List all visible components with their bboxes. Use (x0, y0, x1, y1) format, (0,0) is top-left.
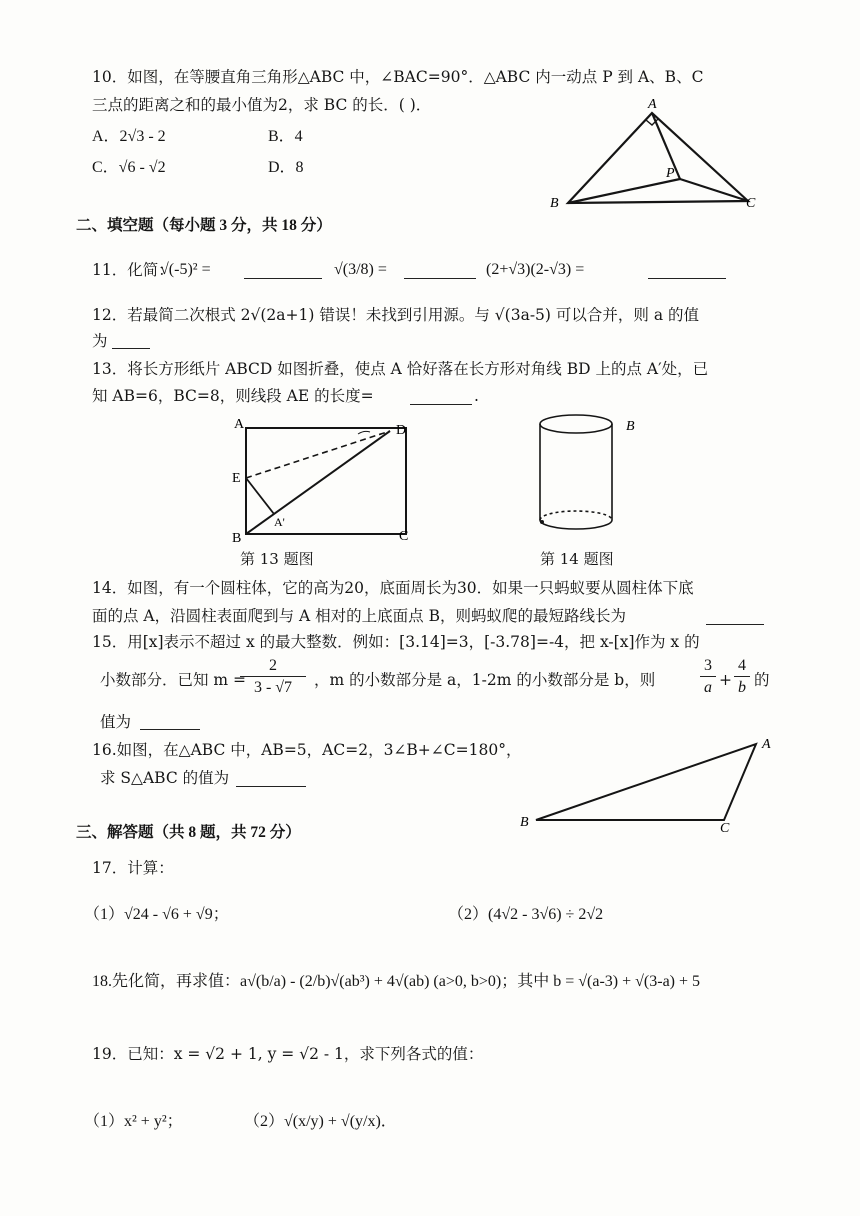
q16-line1: 16.如图，在△ABC 中，AB=5，AC=2，3∠B+∠C=180°， (92, 741, 522, 759)
q15-fraction-4b (734, 656, 750, 699)
q15-frac3-numerator: 4 (734, 656, 750, 677)
triangle-abc (536, 744, 756, 820)
fold-line-ed (246, 431, 390, 478)
q12-blank[interactable] (112, 332, 150, 349)
label-b: B (232, 531, 242, 546)
q14-line2: 面的点 A，沿圆柱表面爬到与 A 相对的上底面点 B，则蚂蚁爬的最短路线长为 (92, 607, 626, 625)
q10-triangle-figure (540, 95, 770, 215)
q14-line1: 14．如图，有一个圆柱体，它的高为20，底面周长为30．如果一只蚂蚁要从圆柱体下底 (92, 579, 694, 597)
section-fill-in-title: 二、填空题（每小题 3 分，共 18 分） (76, 217, 332, 234)
fig13-caption: 第 13 题图 (240, 550, 314, 568)
cylinder-bottom-front (540, 520, 612, 529)
label-a: A (234, 417, 245, 432)
label-b: B (520, 815, 529, 830)
q18-text: 18.先化简，再求值：a√(b/a) - (2/b)√(ab³) + 4√(ab) (a>0, b>0)；其中 b = √(a-3) + √(3-a) + 5 (92, 973, 701, 990)
q15-frac3-denominator: b (738, 679, 746, 696)
label-b: B (626, 419, 635, 434)
cylinder-bottom-back (540, 511, 612, 520)
q13-line1: 13．将长方形纸片 ABCD 如图折叠，使点 A 恰好落在长方形对角线 BD 上的点 A′处，已 (92, 360, 709, 378)
q13-blank[interactable] (410, 388, 472, 405)
fig14-cylinder-figure (530, 408, 650, 544)
label-c: C (720, 821, 730, 834)
q16-blank[interactable] (236, 770, 306, 787)
q11-expr1: √(-5)² = (160, 261, 211, 278)
label-a-prime: A' (274, 515, 285, 529)
diagonal-bd (246, 431, 390, 534)
fig13-rectangle-figure (226, 414, 422, 546)
q12-line1: 12．若最简二次根式 2√(2a+1) 错误！未找到引用源。与 √(3a-5) 可以合并，则 a 的值 (92, 306, 699, 324)
q11-expr3: (2+√3)(2-√3) = (486, 261, 585, 278)
q13-line2: 知 AB=6，BC=8，则线段 AE 的长度= (92, 387, 374, 405)
q10-line1: 10．如图，在等腰直角三角形△ABC 中，∠BAC=90°．△ABC 内一动点 P 到 A、B、C (92, 68, 704, 86)
q11-label: 11．化简： (92, 261, 174, 279)
q19-part1: （1）x² + y²； (84, 1113, 183, 1130)
q17-part1: （1）√24 - √6 + √9； (84, 906, 229, 923)
q15-frac-numerator: 2 (240, 656, 306, 677)
q10-option-d: D．8 (268, 159, 304, 176)
rectangle-abcd (246, 428, 406, 534)
q17-part2: （2）(4√2 - 3√6) ÷ 2√2 (448, 906, 604, 923)
label-c: C (399, 529, 409, 544)
q11-expr2: √(3/8) = (334, 261, 387, 278)
segment-ea-prime (246, 478, 274, 514)
q15-fraction-3a (700, 656, 716, 699)
point-a (540, 520, 544, 524)
q19-label: 19．已知：x = √2 + 1, y = √2 - 1，求下列各式的值： (92, 1045, 484, 1063)
label-c: C (746, 196, 756, 211)
q15-fraction-m (240, 656, 306, 699)
q13-period: . (474, 387, 479, 405)
q15-line2c: 的 (754, 671, 770, 689)
fig14-caption: 第 14 题图 (540, 550, 614, 568)
segment-pc (680, 179, 748, 201)
q14-blank[interactable] (706, 608, 764, 625)
cylinder-top (540, 415, 612, 433)
q15-frac-denominator: 3 - √7 (253, 679, 293, 696)
section-solve-title: 三、解答题（共 8 题，共 72 分） (76, 824, 301, 841)
q15-plus: + (719, 671, 732, 689)
q15-frac2-numerator: 3 (700, 656, 716, 677)
segment-pb (568, 179, 680, 203)
q15-line3: 值为 (100, 713, 132, 731)
label-p: P (666, 166, 675, 181)
label-d: D (396, 423, 407, 438)
q10-option-c: C．√6 - √2 (92, 159, 166, 176)
q19-part2: （2）√(x/y) + √(y/x)． (244, 1113, 397, 1130)
label-a: A (762, 737, 771, 752)
q11-blank3[interactable] (648, 262, 726, 279)
label-a: A (648, 97, 657, 112)
q15-line2a: 小数部分．已知 m = (100, 671, 247, 689)
q17-label: 17．计算： (92, 859, 174, 877)
q12-line2: 为 (92, 332, 108, 350)
q10-option-a: A．2√3 - 2 (92, 128, 166, 145)
q16-triangle-figure (512, 730, 792, 834)
q15-frac2-denominator: a (704, 679, 712, 696)
q10-line2: 三点的距离之和的最小值为2，求 BC 的长．( )． (92, 96, 432, 114)
q15-line1: 15．用[x]表示不超过 x 的最大整数．例如：[3.14]=3，[-3.78]=-4，把 x-[x]作为 x 的 (92, 633, 700, 651)
label-b: B (550, 196, 559, 211)
q11-blank1[interactable] (244, 262, 322, 279)
q15-blank[interactable] (140, 713, 200, 730)
q16-line2: 求 S△ABC 的值为 (100, 769, 230, 787)
q11-blank2[interactable] (404, 262, 476, 279)
angle-arc (358, 431, 370, 434)
label-e: E (232, 471, 241, 486)
q15-line2b: ，m 的小数部分是 a，1-2m 的小数部分是 b，则 (314, 671, 656, 689)
q10-option-b: B．4 (268, 128, 303, 145)
